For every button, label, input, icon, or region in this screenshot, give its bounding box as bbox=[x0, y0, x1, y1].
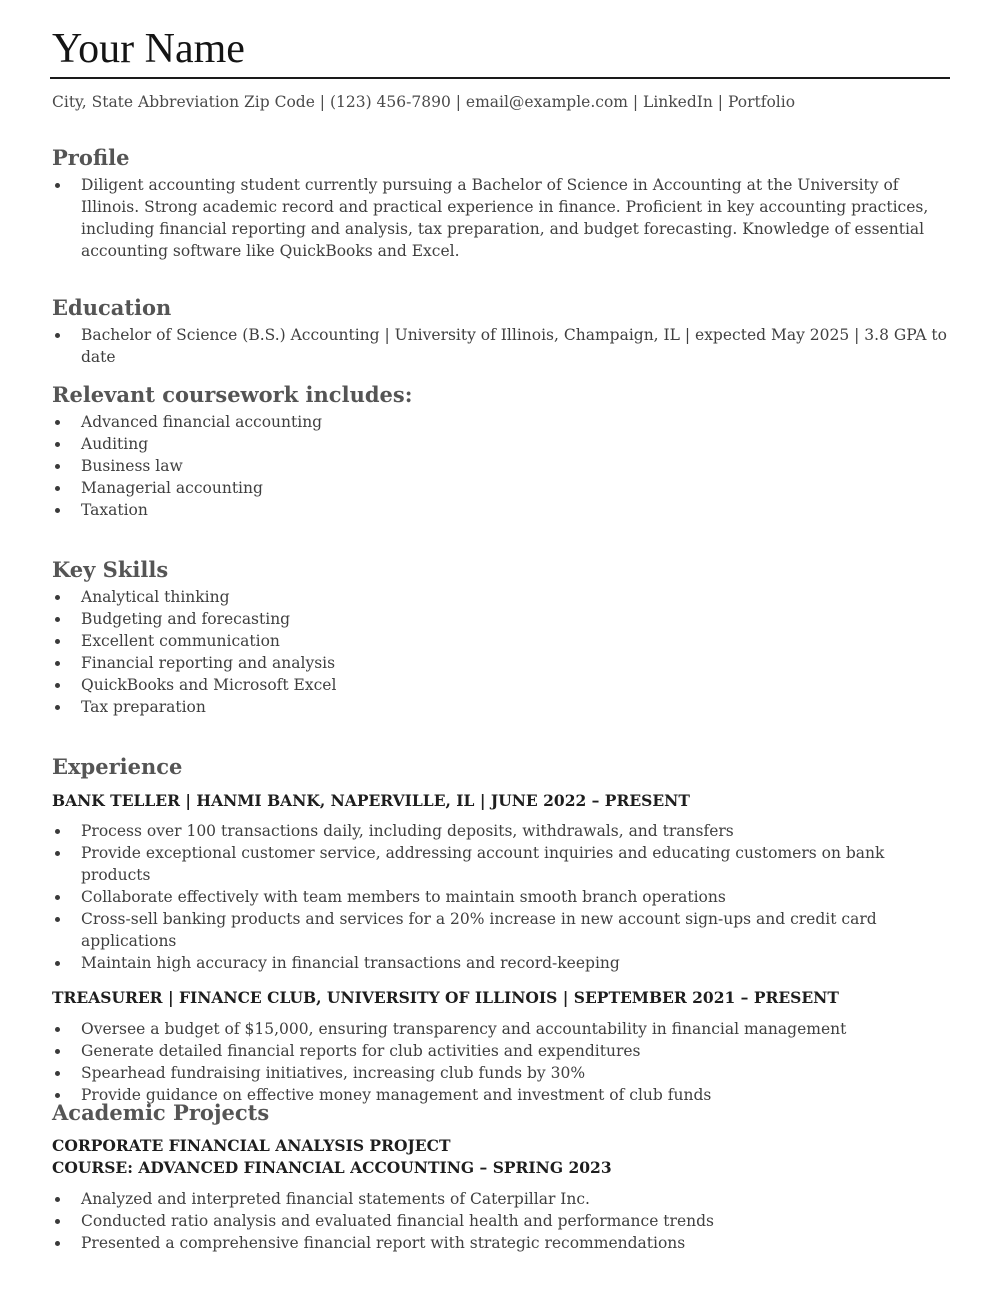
list-item: QuickBooks and Microsoft Excel bbox=[52, 674, 950, 696]
list-item: Provide exceptional customer service, addressing account inquiries and educating customers on bank products bbox=[52, 842, 950, 886]
list-item: Auditing bbox=[52, 433, 950, 455]
contact-line: City, State Abbreviation Zip Code | (123) 456-7890 | email@example.com | LinkedIn | Portfolio bbox=[52, 93, 796, 111]
list-item: Business law bbox=[52, 455, 950, 477]
project-course: COURSE: ADVANCED FINANCIAL ACCOUNTING – SPRING 2023 bbox=[52, 1158, 612, 1177]
education-section bbox=[52, 294, 950, 368]
experience-section bbox=[52, 753, 950, 1106]
list-item: Conducted ratio analysis and evaluated financial health and performance trends bbox=[52, 1210, 950, 1232]
candidate-name: Your Name bbox=[52, 26, 245, 72]
profile-summary: Diligent accounting student currently pursuing a Bachelor of Science in Accounting at the University of Illinois. Strong academic record and practical experience in finance. Proficient in key accounting practices, including financial reporting and analysis, tax preparation, and budget forecasting. Knowledge of essential accounting software like QuickBooks and Excel. bbox=[52, 174, 950, 262]
education-list bbox=[52, 324, 950, 368]
list-item: Bachelor of Science (B.S.) Accounting | University of Illinois, Champaign, IL | expected May 2025 | 3.8 GPA to date bbox=[52, 324, 950, 368]
list-item: Tax preparation bbox=[52, 696, 950, 718]
job-title-treasurer: TREASURER | FINANCE CLUB, UNIVERSITY OF ILLINOIS | SEPTEMBER 2021 – PRESENT bbox=[52, 988, 839, 1007]
list-item: Advanced financial accounting bbox=[52, 411, 950, 433]
name-divider bbox=[50, 77, 950, 79]
section-heading-profile: Profile bbox=[52, 145, 130, 170]
coursework-list bbox=[52, 411, 950, 521]
list-item: Financial reporting and analysis bbox=[52, 652, 950, 674]
project-bullets bbox=[52, 1188, 950, 1254]
job-title-bank-teller: BANK TELLER | HANMI BANK, NAPERVILLE, IL | JUNE 2022 – PRESENT bbox=[52, 791, 690, 810]
list-item: Collaborate effectively with team members to maintain smooth branch operations bbox=[52, 886, 950, 908]
section-heading-skills: Key Skills bbox=[52, 557, 169, 582]
list-item: Provide guidance on effective money management and investment of club funds bbox=[52, 1084, 950, 1106]
profile-section bbox=[52, 144, 950, 262]
job-bullets-treasurer bbox=[52, 1018, 950, 1106]
job-bullets-bank-teller bbox=[52, 820, 950, 974]
list-item: Managerial accounting bbox=[52, 477, 950, 499]
section-heading-education: Education bbox=[52, 295, 172, 320]
projects-section bbox=[52, 1099, 950, 1254]
section-heading-projects: Academic Projects bbox=[52, 1100, 270, 1125]
list-item: Taxation bbox=[52, 499, 950, 521]
section-heading-coursework: Relevant coursework includes: bbox=[52, 382, 413, 407]
list-item: Generate detailed financial reports for club activities and expenditures bbox=[52, 1040, 950, 1062]
project-title: CORPORATE FINANCIAL ANALYSIS PROJECT bbox=[52, 1136, 451, 1155]
list-item: Cross-sell banking products and services for a 20% increase in new account sign-ups and credit card applications bbox=[52, 908, 950, 952]
section-heading-experience: Experience bbox=[52, 754, 183, 779]
profile-list bbox=[52, 174, 950, 262]
list-item: Oversee a budget of $15,000, ensuring transparency and accountability in financial management bbox=[52, 1018, 950, 1040]
skills-list bbox=[52, 586, 950, 718]
list-item: Analytical thinking bbox=[52, 586, 950, 608]
list-item: Analyzed and interpreted financial statements of Caterpillar Inc. bbox=[52, 1188, 950, 1210]
skills-section bbox=[52, 556, 950, 718]
list-item: Excellent communication bbox=[52, 630, 950, 652]
list-item: Maintain high accuracy in financial transactions and record-keeping bbox=[52, 952, 950, 974]
list-item: Budgeting and forecasting bbox=[52, 608, 950, 630]
list-item: Spearhead fundraising initiatives, increasing club funds by 30% bbox=[52, 1062, 950, 1084]
coursework-section bbox=[52, 381, 950, 521]
list-item: Process over 100 transactions daily, including deposits, withdrawals, and transfers bbox=[52, 820, 950, 842]
list-item: Presented a comprehensive financial report with strategic recommendations bbox=[52, 1232, 950, 1254]
